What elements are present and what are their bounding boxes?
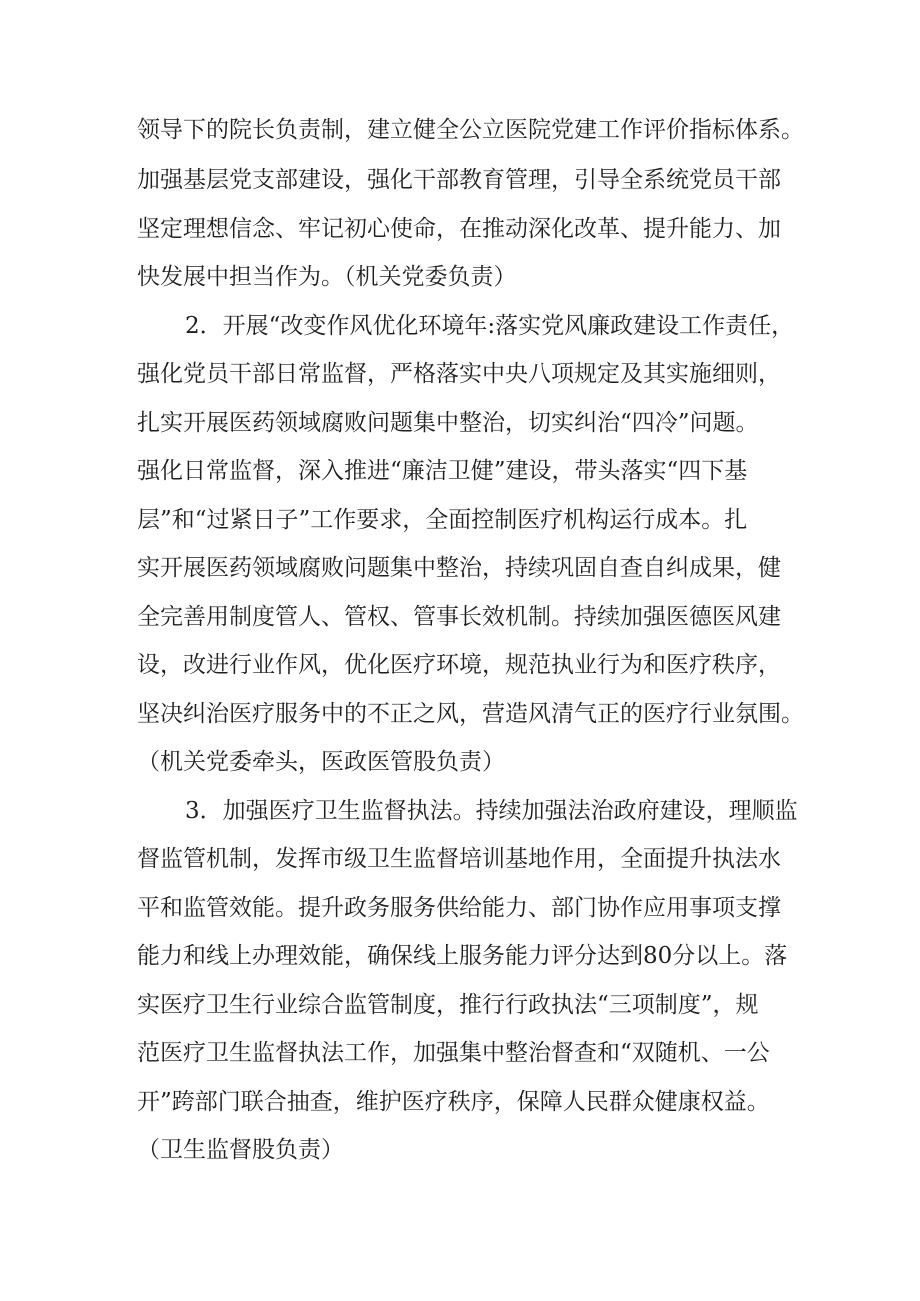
text-line: 实医疗卫生行业综合监管制度，推行行政执法“三项制度”，规 [137, 992, 759, 1018]
text-line: 加强基层党支部建设，强化干部教育管理，引导全系统党员干部 [137, 167, 781, 193]
text-line: 开”跨部门联合抽查，维护医疗秩序，保障人民群众健康权益。 [137, 1089, 770, 1115]
text-line: 平和监管效能。提升政务服务供给能力、部门协作应用事项支撑 [137, 895, 781, 921]
text-line: 坚定理想信念、牢记初心使命，在推动深化改革、提升能力、加 [137, 216, 781, 242]
text-line: 快发展中担当作为。（机关党委负责） [137, 264, 517, 290]
text-line: 实开展医药领域腐败问题集中整治，持续巩固自查自纠成果，健 [137, 555, 781, 581]
text-line: 层”和“过紧日子”工作要求，全面控制医疗机构运行成本。扎 [137, 507, 748, 533]
text-line: 全完善用制度管人、管权、管事长效机制。持续加强医德医风建 [137, 604, 781, 630]
text-line: 强化党员干部日常监督，严格落实中央八项规定及其实施细则， [137, 361, 781, 387]
text-line: （卫生监督股负责） [137, 1137, 344, 1163]
text-line: 设，改进行业作风，优化医疗环境，规范执业行为和医疗秩序， [137, 652, 781, 678]
paragraph-2-start: 2．开展“改变作风优化环境年:落实党风廉政建设工作责任， [185, 313, 795, 339]
paragraph-3-start: 3．加强医疗卫生监督执法。持续加强法治政府建设，理顺监 [185, 798, 798, 824]
text-line: 督监管机制，发挥市级卫生监督培训基地作用，全面提升执法水 [137, 846, 781, 872]
text-line: 范医疗卫生监督执法工作，加强集中整治督查和“双随机、一公 [137, 1040, 770, 1066]
text-line: 领导下的院长负责制，建立健全公立医院党建工作评价指标体系。 [137, 117, 804, 143]
text-line: 能力和线上办理效能，确保线上服务能力评分达到80分以上。落 [137, 943, 788, 969]
text-line: 坚决纠治医疗服务中的不正之风，营造风清气正的医疗行业氛围。 [137, 701, 804, 727]
text-line: 强化日常监督，深入推进“廉洁卫健”建设，带头落实“四下基 [137, 458, 748, 484]
text-line: （机关党委牵头，医政医管股负责） [137, 749, 505, 775]
text-line: 扎实开展医药领域腐败问题集中整治，切实纠治“四冷”问题。 [137, 410, 759, 436]
